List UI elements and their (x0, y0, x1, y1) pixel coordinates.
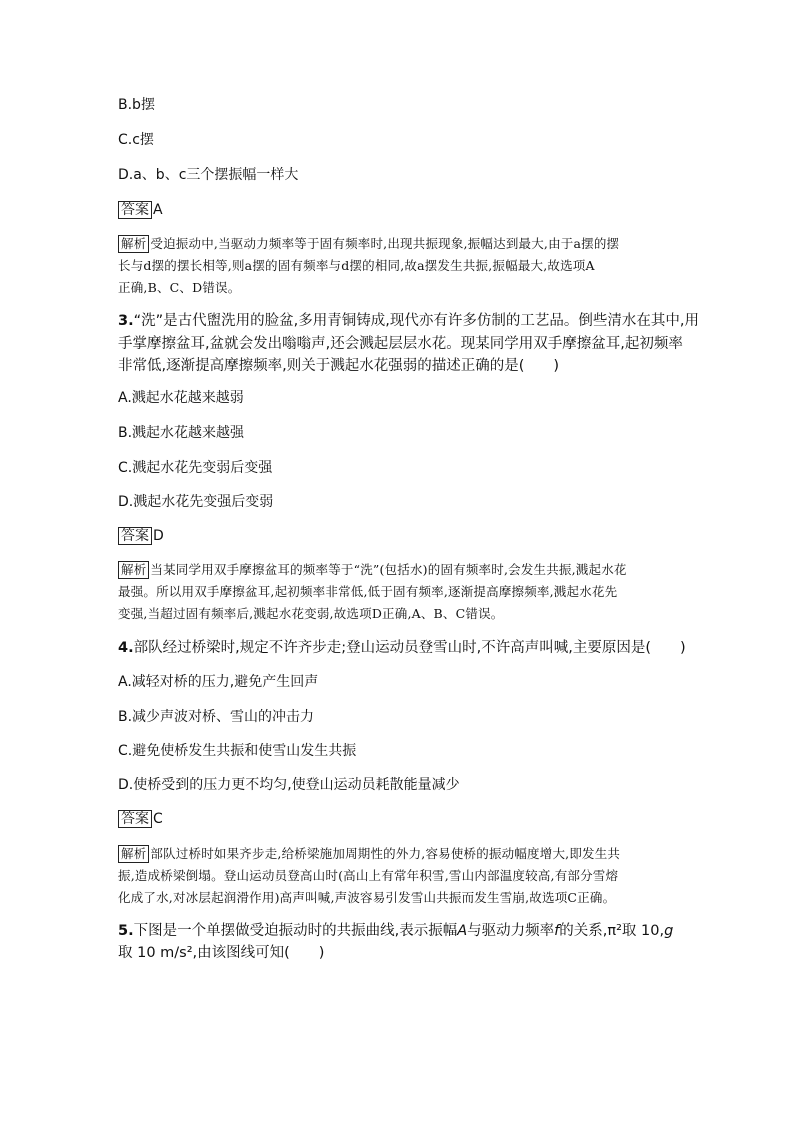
option-a: A.减轻对桥的压力,避免产生回声 (118, 674, 319, 690)
option-b-prev: B.b摆 (118, 97, 155, 113)
question-3-stem-line: 手掌摩擦盆耳,盆就会发出嗡嗡声,还会溅起层层水花。现某同学用双手摩擦盆耳,起初频率 (118, 336, 683, 352)
question-4-stem-line (118, 639, 686, 657)
explain-line: 正确,B、C、D错误。 (118, 280, 241, 295)
question-3-stem-line (118, 312, 699, 330)
answer-value: C (153, 811, 163, 827)
answer-value: D (153, 528, 164, 544)
symbol-f: f (554, 923, 560, 939)
explain-tag: 解析 (118, 561, 149, 579)
option-d: D.溅起水花先变强后变弱 (118, 494, 274, 510)
question-5-stem-line (118, 922, 673, 940)
option-c-prev: C.c摆 (118, 132, 154, 148)
explain-line: 部队过桥时如果齐步走,给桥梁施加周期性的外力,容易使桥的振动幅度增大,即发生共 (150, 846, 621, 861)
answer-q4 (118, 810, 163, 828)
question-5-stem-line: 取 10 m/s²,由该图线可知( ) (118, 945, 325, 961)
question-number: 5. (118, 923, 134, 939)
explain-line: 长与d摆的摆长相等,则a摆的固有频率与d摆的相同,故a摆发生共振,振幅最大,故选项A (118, 258, 595, 273)
option-c: C.避免使桥发生共振和使雪山发生共振 (118, 743, 357, 759)
explain-line: 受迫振动中,当驱动力频率等于固有频率时,出现共振现象,振幅达到最大,由于a摆的摆 (150, 236, 620, 251)
stem-text: 与驱动力频率 (467, 923, 555, 939)
explain-tag: 解析 (118, 845, 149, 863)
explanation-q2 (118, 233, 678, 299)
stem-text: 部队经过桥梁时,规定不许齐步走;登山运动员登雪山时,不许高声叫喊,主要原因是( ) (133, 640, 686, 656)
symbol-a: A (457, 923, 468, 939)
answer-q3 (118, 527, 164, 545)
answer-tag: 答案 (118, 810, 152, 828)
option-a: A.溅起水花越来越弱 (118, 390, 244, 406)
explain-line: 化成了水,对冰层起润滑作用)高声叫喊,声波容易引发雪山共振而发生雪崩,故选项C正确。 (118, 890, 616, 905)
explain-line: 最强。所以用双手摩擦盆耳,起初频率非常低,低于固有频率,逐渐提高摩擦频率,溅起水花先 (118, 584, 618, 599)
explain-line: 振,造成桥梁倒塌。登山运动员登高山时(高山上有常年积雪,雪山内部温度较高,有部分雪熔 (118, 868, 619, 883)
explain-line: 变强,当超过固有频率后,溅起水花变弱,故选项D正确,A、B、C错误。 (118, 606, 504, 621)
explain-tag: 解析 (118, 235, 149, 253)
question-3-stem-line: 非常低,逐渐提高摩擦频率,则关于溅起水花强弱的描述正确的是( ) (118, 358, 560, 374)
stem-text: “洗”是古代盥洗用的脸盆,多用青铜铸成,现代亦有许多仿制的工艺品。倒些清水在其中,用 (133, 313, 699, 329)
option-b: B.减少声波对桥、雪山的冲击力 (118, 709, 315, 725)
explanation-q4 (118, 843, 678, 909)
option-d: D.使桥受到的压力更不均匀,使登山运动员耗散能量减少 (118, 777, 460, 793)
question-number: 4. (118, 640, 134, 656)
stem-text: 下图是一个单摆做受迫振动时的共振曲线,表示振幅 (133, 923, 458, 939)
stem-text: 的关系,π²取 10, (559, 923, 665, 939)
option-c: C.溅起水花先变弱后变强 (118, 460, 273, 476)
explain-line: 当某同学用双手摩擦盆耳的频率等于“洗”(包括水)的固有频率时,会发生共振,溅起水花 (150, 562, 627, 577)
answer-value: A (153, 202, 163, 218)
option-b: B.溅起水花越来越强 (118, 425, 245, 441)
option-d-prev: D.a、b、c三个摆振幅一样大 (118, 167, 299, 183)
explanation-q3 (118, 559, 678, 625)
answer-q2 (118, 201, 163, 219)
answer-tag: 答案 (118, 201, 152, 219)
question-number: 3. (118, 313, 134, 329)
symbol-g: g (664, 923, 674, 939)
answer-tag: 答案 (118, 527, 152, 545)
